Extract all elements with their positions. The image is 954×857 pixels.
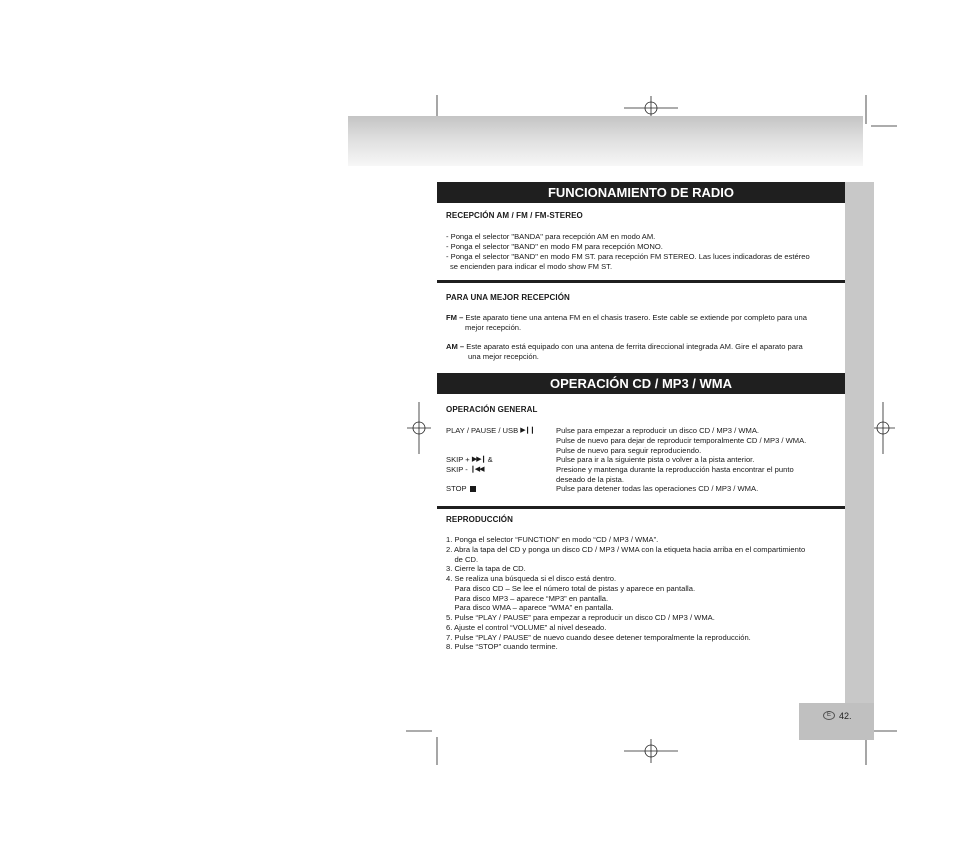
better-reception-heading: PARA UNA MEJOR RECEPCIÓN: [446, 293, 570, 302]
am-antenna-line-1: [446, 342, 803, 352]
fm-text-1: Este aparato tiene una antena FM en el chasis trasero. Este cable se extiende por completo para una: [463, 313, 807, 322]
playback-line: 3. Cierre la tapa de CD.: [446, 564, 526, 573]
playback-line: Para disco MP3 – aparece “MP3” en pantalla.: [446, 594, 609, 603]
playback-line: 2. Abra la tapa del CD y ponga un disco CD / MP3 / WMA con la etiqueta hacia arriba en el compartimiento: [446, 545, 806, 554]
skip-plus-label: SKIP + ▶▶❙ &: [446, 455, 493, 464]
page-number-tab: [799, 703, 874, 740]
reception-line-3: - Ponga el selector "BAND" en modo FM ST. para recepción FM STEREO. Las luces indicadoras de estéreo: [446, 252, 810, 261]
reception-line-1: - Ponga el selector "BANDA" para recepción AM en modo AM.: [446, 232, 656, 241]
stop-icon: [470, 486, 476, 492]
skip-minus-label: SKIP - ❙◀◀: [446, 465, 484, 474]
am-text-2: una mejor recepción.: [468, 352, 539, 361]
play-desc-1: Pulse para empezar a reproducir un disco CD / MP3 / WMA.: [556, 426, 759, 435]
skip-desc-3: deseado de la pista.: [556, 475, 624, 484]
fm-antenna-line-1: [446, 313, 807, 323]
play-desc-3: Pulse de nuevo para seguir reproduciendo.: [556, 446, 702, 455]
general-operation-heading: OPERACIÓN GENERAL: [446, 405, 538, 414]
section-divider: [437, 280, 845, 283]
stop-label: STOP: [446, 484, 476, 494]
playback-line: 5. Pulse “PLAY / PAUSE” para empezar a reproducir un disco CD / MP3 / WMA.: [446, 613, 715, 622]
reception-line-2: - Ponga el selector "BAND" en modo FM para recepción MONO.: [446, 242, 663, 251]
page-number: 42.: [839, 711, 852, 721]
cd-section-title: OPERACIÓN CD / MP3 / WMA: [437, 373, 845, 394]
fm-label: FM –: [446, 313, 464, 322]
reception-heading: RECEPCIÓN AM / FM / FM-STEREO: [446, 211, 583, 220]
section-divider: [437, 506, 845, 509]
reception-line-4: se encienden para indicar el modo show FM ST.: [450, 262, 613, 271]
stop-desc: Pulse para detener todas las operaciones CD / MP3 / WMA.: [556, 484, 759, 493]
playback-line: 1. Ponga el selector “FUNCTION” en modo “CD / MP3 / WMA”.: [446, 535, 659, 544]
playback-line: de CD.: [446, 555, 479, 564]
playback-line: 8. Pulse “STOP” cuando termine.: [446, 642, 558, 651]
playback-line: Para disco WMA – aparece “WMA” en pantalla.: [446, 603, 614, 612]
skip-back-icon: ❙◀◀: [469, 466, 484, 473]
skip-forward-icon: ▶▶❙: [471, 456, 486, 463]
play-pause-icon: ▶❙❙: [520, 427, 535, 434]
playback-line: 4. Se realiza una búsqueda si el disco está dentro.: [446, 574, 617, 583]
header-band: [348, 116, 863, 166]
playback-line: Para disco CD – Se lee el número total de pistas y aparece en pantalla.: [446, 584, 696, 593]
skip-desc-2: Presione y mantenga durante la reproducción hasta encontrar el punto: [556, 465, 794, 474]
am-text-1: Este aparato está equipado con una antena de ferrita direccional integrada AM. Gire el aparato para: [464, 342, 803, 351]
language-icon: E: [823, 711, 835, 720]
playback-line: 6. Ajuste el control “VOLUME” al nivel deseado.: [446, 623, 607, 632]
playback-heading: REPRODUCCIÓN: [446, 515, 513, 524]
am-label: AM –: [446, 342, 465, 351]
radio-section-title: FUNCIONAMIENTO DE RADIO: [437, 182, 845, 203]
side-bar: [845, 182, 874, 703]
play-pause-label: PLAY / PAUSE / USB ▶❙❙: [446, 426, 535, 435]
fm-text-2: mejor recepción.: [465, 323, 522, 332]
playback-line: 7. Pulse “PLAY / PAUSE” de nuevo cuando desee detener temporalmente la reproducción.: [446, 633, 751, 642]
skip-desc-1: Pulse para ir a la siguiente pista o volver a la pista anterior.: [556, 455, 755, 464]
play-desc-2: Pulse de nuevo para dejar de reproducir temporalmente CD / MP3 / WMA.: [556, 436, 807, 445]
